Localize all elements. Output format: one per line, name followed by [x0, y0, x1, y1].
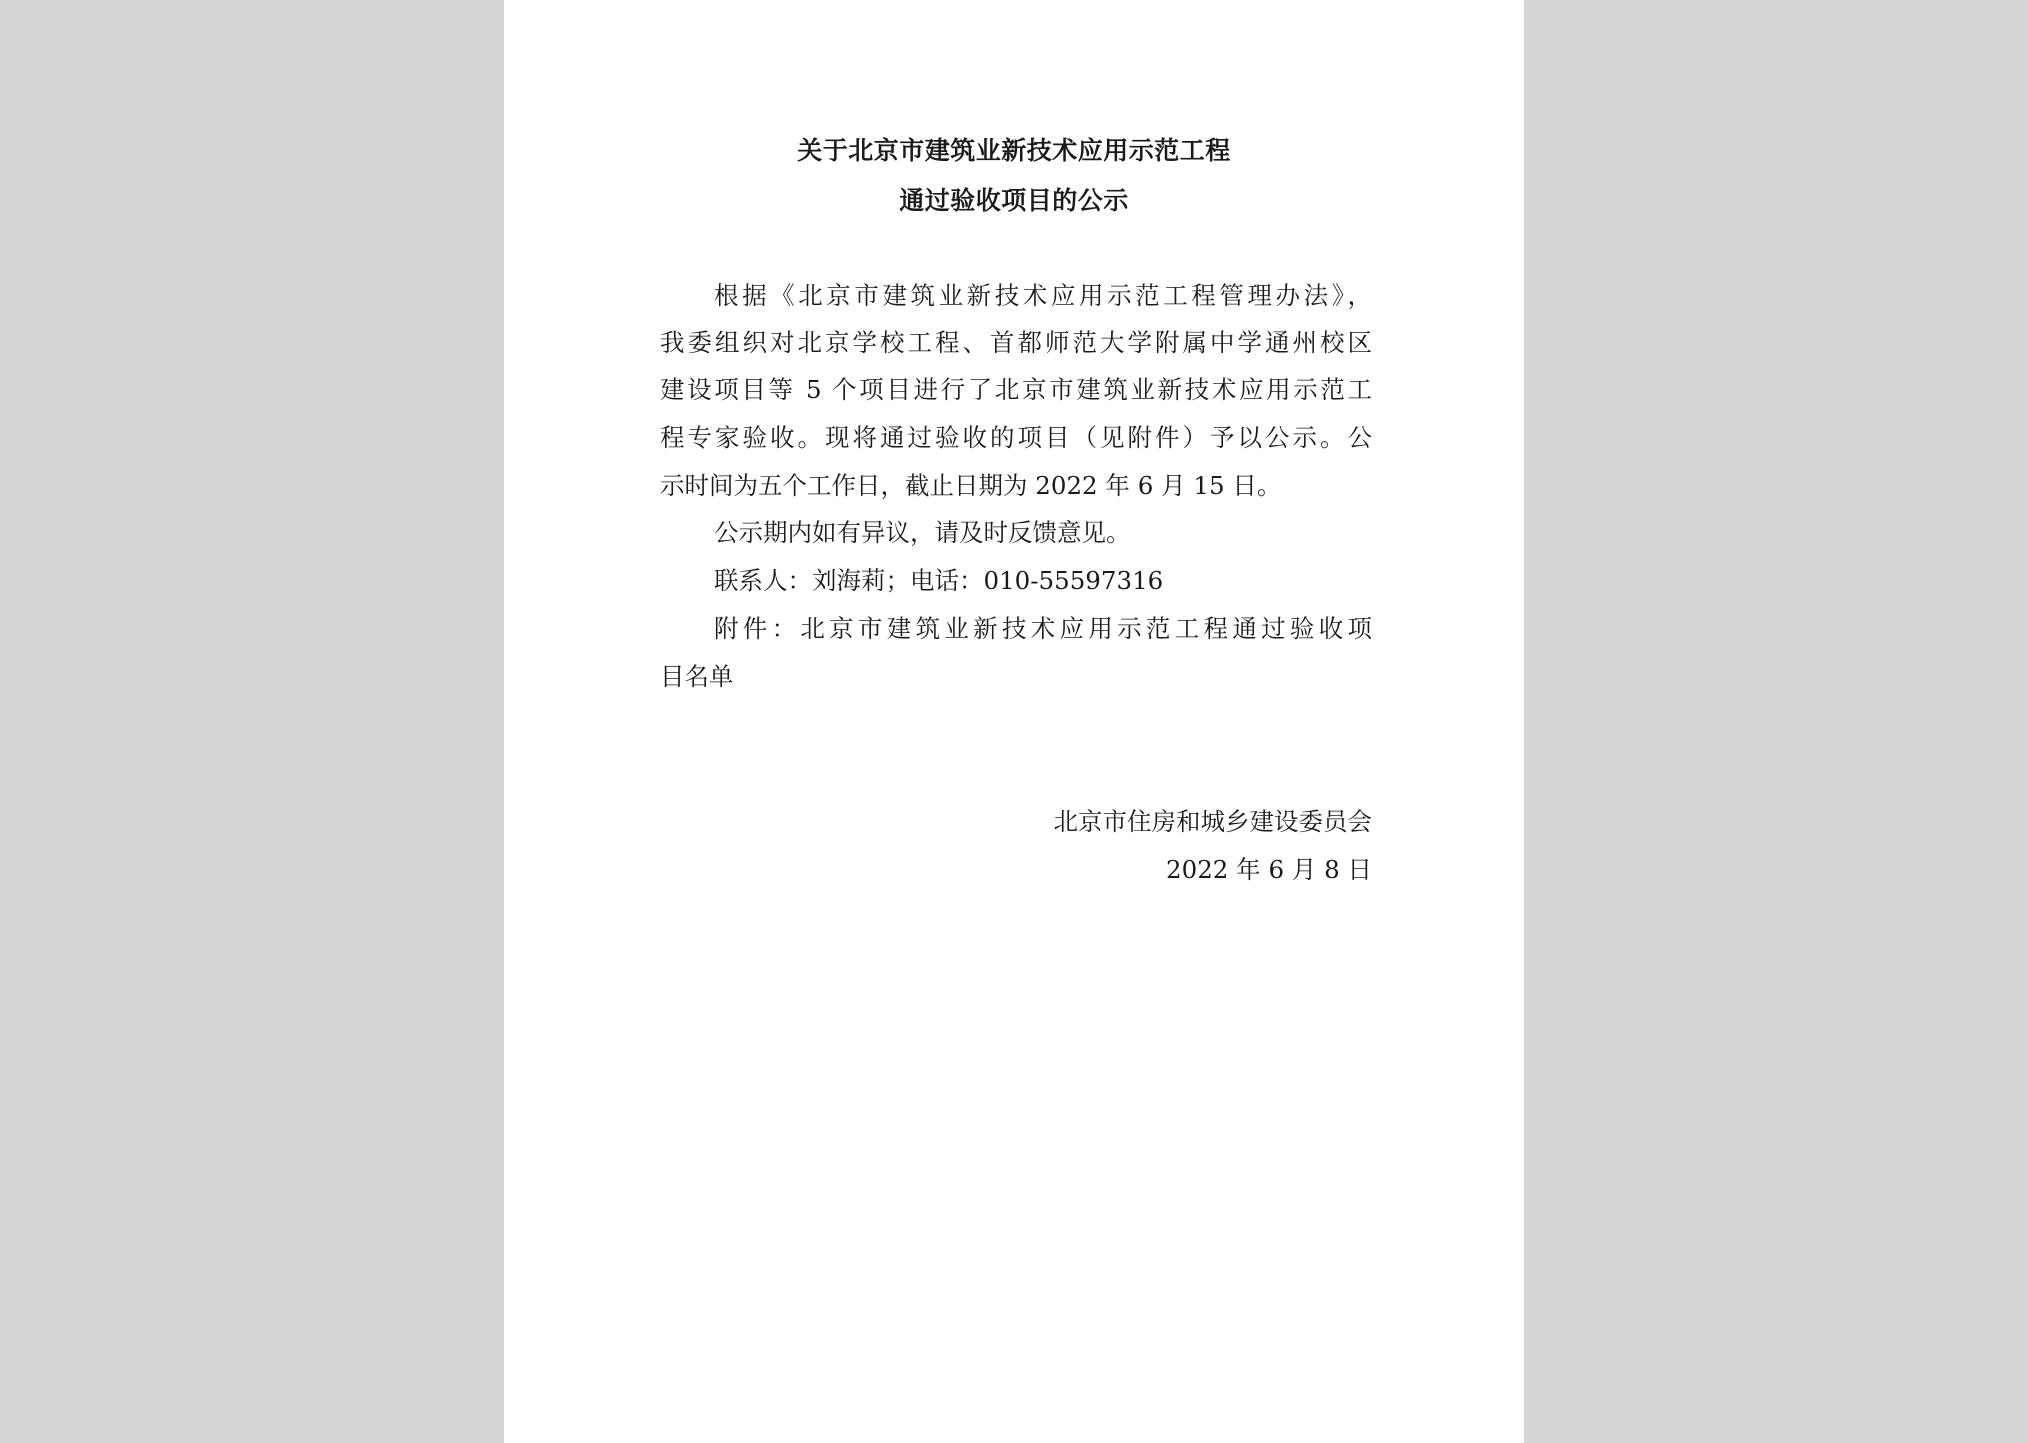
signature-organization: 北京市住房和城乡建设委员会 — [1053, 807, 1372, 836]
paragraph-1-line-1: 根据《北京市建筑业新技术应用示范工程管理办法》， — [714, 281, 1372, 310]
paragraph-1-line-2: 我委组织对北京学校工程、首都师范大学附属中学通州校区 — [660, 328, 1372, 357]
signature-date: 2022 年 6 月 8 日 — [1166, 855, 1372, 884]
objection-notice: 公示期内如有异议，请及时反馈意见。 — [714, 518, 1131, 547]
document-title-line-2: 通过验收项目的公示 — [899, 186, 1129, 215]
attachment-line-1: 附件：北京市建筑业新技术应用示范工程通过验收项 — [714, 614, 1372, 643]
document-title-line-1: 关于北京市建筑业新技术应用示范工程 — [797, 136, 1231, 165]
document-page — [504, 0, 1524, 1443]
paragraph-1-line-4: 程专家验收。现将通过验收的项目（见附件）予以公示。公 — [660, 423, 1372, 452]
paragraph-1-line-5: 示时间为五个工作日，截止日期为 2022 年 6 月 15 日。 — [660, 471, 1282, 500]
contact-info: 联系人：刘海莉；电话：010-55597316 — [714, 566, 1164, 595]
paragraph-1-line-3: 建设项目等 5 个项目进行了北京市建筑业新技术应用示范工 — [660, 375, 1372, 404]
attachment-line-2: 目名单 — [660, 662, 734, 691]
